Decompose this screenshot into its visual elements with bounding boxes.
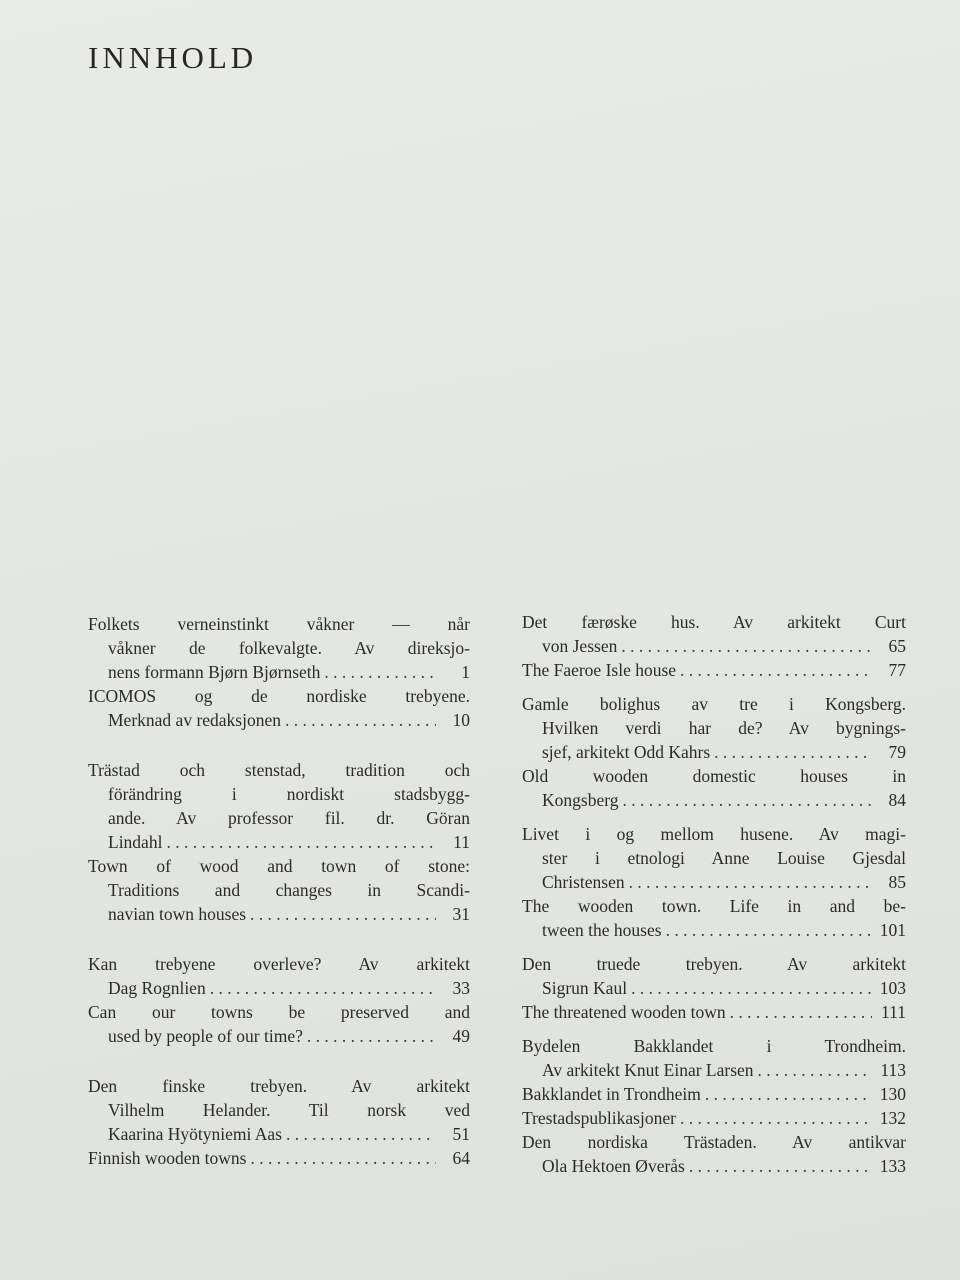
toc-entry: [522, 692, 906, 764]
toc-entry-final-text: Bakklandet in Trondheim: [522, 1084, 701, 1104]
toc-entry-line: Det færøske hus. Av arkitekt Curt: [522, 612, 906, 632]
toc-entry: [522, 610, 906, 658]
toc-entry-final-text: Christensen: [542, 872, 625, 892]
toc-column-right: [522, 610, 906, 1178]
dot-leader: [286, 1122, 436, 1146]
dot-leader: [680, 658, 872, 682]
dot-leader: [629, 870, 872, 894]
toc-entry-final-text: Sigrun Kaul: [542, 978, 628, 998]
toc-entry: [88, 1146, 470, 1170]
toc-entry-final-text: Merknad av redaksjonen: [108, 710, 281, 730]
page-number: 103: [879, 978, 906, 998]
toc-entry-final-text: Kaarina Hyötyniemi Aas: [108, 1124, 282, 1144]
toc-entry-final-text: The threatened wooden town: [522, 1002, 726, 1022]
dot-leader: [250, 902, 436, 926]
toc-entry-line: ande. Av professor fil. dr. Göran: [108, 808, 470, 828]
toc-entry-final-text: used by people of our time?: [108, 1026, 303, 1046]
toc-entry: [522, 1082, 906, 1106]
dot-leader: [705, 1082, 872, 1106]
group-spacer: [88, 732, 470, 758]
page-number: 33: [452, 978, 470, 998]
group-spacer: [88, 1048, 470, 1074]
page-number: 10: [452, 710, 470, 730]
toc-entry-final-text: Trestadspublikasjoner: [522, 1108, 676, 1128]
toc-entry-line: ICOMOS og de nordiske trebyene.: [88, 686, 470, 706]
dot-leader: [307, 1024, 436, 1048]
page-number: 64: [452, 1148, 470, 1168]
dot-leader: [210, 976, 436, 1000]
toc-entry-leader-line: [522, 1082, 906, 1106]
dot-leader: [730, 1000, 872, 1024]
toc-entry: [522, 1130, 906, 1178]
toc-entry-leader-line: [88, 1024, 470, 1048]
group-spacer: [88, 926, 470, 952]
toc-entry-leader-line: [522, 918, 906, 942]
toc-entry-final-text: Dag Rognlien: [108, 978, 206, 998]
toc-entry-leader-line: [88, 660, 470, 684]
toc-entry: [522, 764, 906, 812]
toc-entry-leader-line: [522, 1058, 906, 1082]
toc-entry-leader-line: [88, 830, 470, 854]
toc-entry-final-text: Av arkitekt Knut Einar Larsen: [542, 1060, 754, 1080]
page-number: 84: [888, 790, 906, 810]
dot-leader: [285, 708, 436, 732]
toc-entry-final-text: navian town houses: [108, 904, 247, 924]
toc-entry-leader-line: [88, 976, 470, 1000]
toc-entry-final-text: sjef, arkitekt Odd Kahrs: [542, 742, 711, 762]
toc-entry-leader-line: [522, 1106, 906, 1130]
toc-entry-line: våkner de folkevalgte. Av direksjo-: [108, 638, 470, 658]
page-number: 101: [879, 920, 906, 940]
entry-spacer: [522, 942, 906, 952]
page-number: 79: [888, 742, 906, 762]
toc-entry-line: Traditions and changes in Scandi-: [108, 880, 470, 900]
toc-entry-leader-line: [88, 708, 470, 732]
toc-entry: [88, 758, 470, 854]
dot-leader: [689, 1154, 872, 1178]
toc-entry: [88, 1074, 470, 1146]
toc-entry-leader-line: [522, 658, 906, 682]
page-number: 77: [888, 660, 906, 680]
toc-entry-line: Kan trebyene overleve? Av arkitekt: [88, 954, 470, 974]
toc-entry-line: Can our towns be preserved and: [88, 1002, 470, 1022]
toc-entry: [522, 1106, 906, 1130]
toc-entry-line: ster i etnologi Anne Louise Gjesdal: [542, 848, 906, 868]
toc-entry-line: Vilhelm Helander. Til norsk ved: [108, 1100, 470, 1120]
page-number: 113: [880, 1060, 906, 1080]
toc-entry-leader-line: [522, 976, 906, 1000]
page-number: 49: [452, 1026, 470, 1046]
page-number: 65: [888, 636, 906, 656]
page-number: 31: [452, 904, 470, 924]
dot-leader: [666, 918, 872, 942]
toc-entry-line: Den nordiska Trästaden. Av antikvar: [522, 1132, 906, 1152]
toc-entry-line: Hvilken verdi har de? Av bygnings-: [542, 718, 906, 738]
page-number: 85: [888, 872, 906, 892]
toc-entry-line: Folkets verneinstinkt våkner — når: [88, 614, 470, 634]
entry-spacer: [522, 682, 906, 692]
page-number: 51: [452, 1124, 470, 1144]
toc-entry-final-text: The Faeroe Isle house: [522, 660, 677, 680]
toc-column-left: [88, 612, 470, 1170]
toc-entry: [522, 1000, 906, 1024]
dot-leader: [631, 976, 872, 1000]
page-number: 132: [879, 1108, 906, 1128]
toc-entry-leader-line: [522, 788, 906, 812]
toc-entry: [88, 952, 470, 1000]
toc-entry: [522, 1034, 906, 1082]
toc-entry-line: Bydelen Bakklandet i Trondheim.: [522, 1036, 906, 1056]
toc-entry: [522, 952, 906, 1000]
toc-entry-line: The wooden town. Life in and be-: [522, 896, 906, 916]
page-number: 11: [453, 832, 470, 852]
dot-leader: [680, 1106, 872, 1130]
page-number: 111: [881, 1002, 906, 1022]
entry-spacer: [522, 1024, 906, 1034]
toc-entry-leader-line: [88, 902, 470, 926]
dot-leader: [758, 1058, 872, 1082]
toc-entry-leader-line: [522, 1154, 906, 1178]
toc-entry: [88, 1000, 470, 1048]
toc-entry-final-text: Kongsberg: [542, 790, 619, 810]
page-number: 1: [461, 662, 470, 682]
toc-entry-leader-line: [88, 1146, 470, 1170]
toc-entry: [522, 894, 906, 942]
dot-leader: [714, 740, 872, 764]
toc-entry: [88, 612, 470, 684]
toc-entry-leader-line: [522, 634, 906, 658]
dot-leader: [166, 830, 436, 854]
toc-entry-leader-line: [88, 1122, 470, 1146]
toc-entry-final-text: nens formann Bjørn Bjørnseth: [108, 662, 321, 682]
toc-entry-final-text: Lindahl: [108, 832, 163, 852]
toc-entry-final-text: von Jessen: [542, 636, 618, 656]
toc-entry-line: Old wooden domestic houses in: [522, 766, 906, 786]
dot-leader: [324, 660, 436, 684]
toc-entry-final-text: tween the houses: [542, 920, 662, 940]
dot-leader: [622, 788, 872, 812]
toc-entry-line: Gamle bolighus av tre i Kongsberg.: [522, 694, 906, 714]
toc-entry-line: Den truede trebyen. Av arkitekt: [522, 954, 906, 974]
toc-entry-final-text: Ola Hektoen Øverås: [542, 1156, 685, 1176]
page-title: INNHOLD: [88, 40, 258, 75]
toc-entry-line: Town of wood and town of stone:: [88, 856, 470, 876]
toc-entry-line: Den finske trebyen. Av arkitekt: [88, 1076, 470, 1096]
toc-entry: [522, 822, 906, 894]
toc-entry: [88, 684, 470, 732]
toc-entry: [522, 658, 906, 682]
toc-entry: [88, 854, 470, 926]
page-number: 133: [879, 1156, 906, 1176]
entry-spacer: [522, 812, 906, 822]
toc-entry-line: Livet i og mellom husene. Av magi-: [522, 824, 906, 844]
page-number: 130: [879, 1084, 906, 1104]
toc-entry-line: förändring i nordiskt stadsbygg-: [108, 784, 470, 804]
toc-entry-leader-line: [522, 740, 906, 764]
dot-leader: [621, 634, 872, 658]
dot-leader: [250, 1146, 436, 1170]
toc-entry-leader-line: [522, 1000, 906, 1024]
toc-entry-leader-line: [522, 870, 906, 894]
toc-entry-line: Trästad och stenstad, tradition och: [88, 760, 470, 780]
toc-entry-final-text: Finnish wooden towns: [88, 1148, 247, 1168]
